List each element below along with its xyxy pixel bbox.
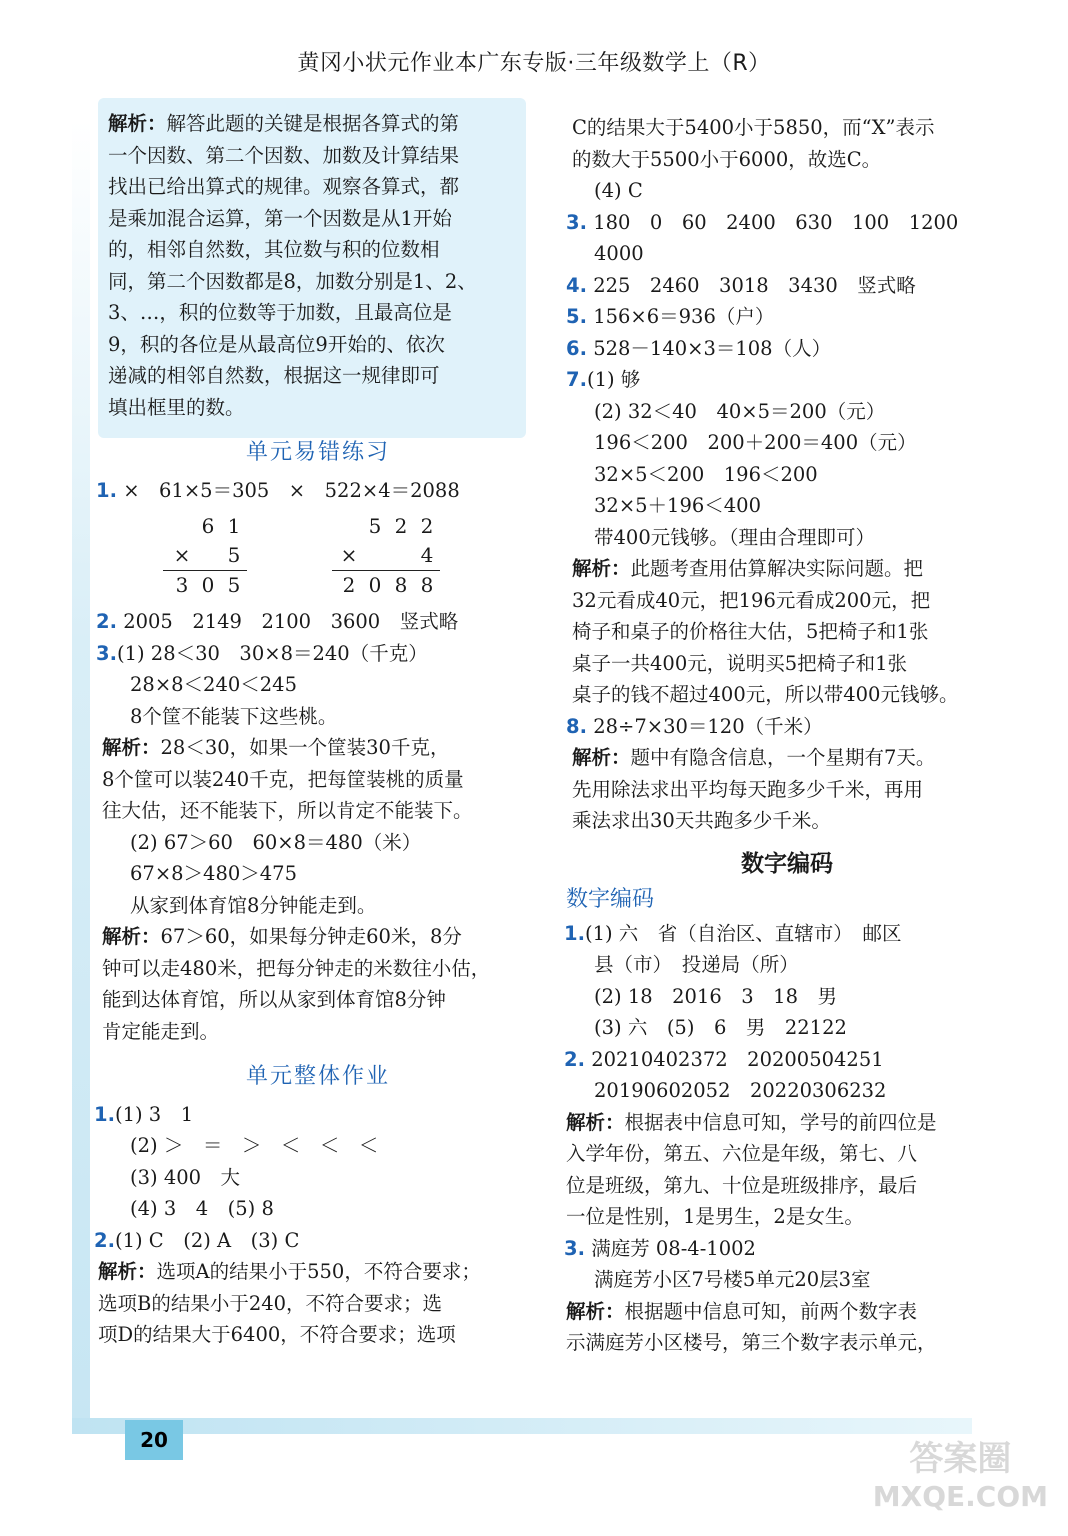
answer-line: (2) 67＞60 60×8＝480（米）	[130, 830, 422, 854]
analysis-line: 解析：题中有隐含信息，一个星期有7天。	[572, 746, 936, 769]
analysis-line: 椅子和桌子的价格往大估，5把椅子和1张	[572, 620, 929, 643]
analysis-line: 9，积的各位是从最高位9开始的、依次	[108, 332, 445, 356]
answer-line: 满庭芳小区7号楼5单元20层3室	[594, 1268, 871, 1291]
answer-line: (4) C	[594, 179, 643, 202]
analysis-line: 的，相邻自然数，其位数与积的位数相	[108, 238, 440, 261]
analysis-line: 项D的结果大于6400，不符合要求；选项	[98, 1323, 456, 1346]
vertical-calcs	[163, 512, 528, 600]
answer-line: 196＜200 200＋200＝400（元）	[594, 431, 917, 454]
answer-1: 1.(1) 3 1	[94, 1102, 194, 1126]
answer-2: 2. 2005 2149 2100 3600 竖式略	[96, 610, 459, 633]
answer-line: 32×5＜200 196＜200	[594, 462, 818, 486]
analysis-line: 示满庭芳小区楼号，第三个数字表示单元，	[566, 1331, 937, 1354]
analysis-line: 桌子的钱不超过400元，所以带400元钱够。	[572, 683, 959, 706]
analysis-line: 肯定能走到。	[102, 1019, 220, 1043]
left-column	[94, 108, 528, 1351]
analysis-line: 往大估，还不能装下，所以肯定不能装下。	[102, 799, 473, 822]
vertical-calc-2: 5 2 2 × 4 2 0 8 8	[332, 512, 440, 600]
analysis-line: 32元看成40元，把196元看成200元，把	[572, 588, 931, 612]
answer-3: 3. 180 0 60 2400 630 100 1200	[566, 210, 959, 234]
answer-line: (2) ＞ ＝ ＞ ＜ ＜ ＜	[130, 1134, 379, 1157]
analysis-line: 解析：28＜30，如果一个筐装30千克，	[102, 736, 450, 759]
answer-line: 带400元钱够。（理由合理即可）	[594, 525, 875, 549]
analysis-line: 乘法求出30天共跑多少千米。	[572, 809, 831, 832]
answer-line: (3) 六 (5) 6 男 22122	[594, 1016, 847, 1039]
answer-line: 县（市） 投递局（所）	[594, 953, 799, 976]
answer-3: 3. 满庭芳 08-4-1002	[564, 1236, 756, 1260]
answer-line: 从家到体育馆8分钟能走到。	[130, 893, 377, 917]
analysis-line: 填出框里的数。	[108, 395, 245, 419]
analysis-line: 钟可以走480米，把每分钟走的米数往小估，	[102, 956, 491, 980]
analysis-line: 递减的相邻自然数，根据这一规律即可	[108, 364, 440, 387]
analysis-line: 3、…，积的位数等于加数，且最高位是	[108, 301, 452, 324]
answer-line: (2) 18 2016 3 18 男	[594, 984, 837, 1008]
page-number: 20	[125, 1420, 183, 1460]
section-title-number-coding: 数字编码	[566, 887, 655, 912]
analysis-line: 先用除法求出平均每天跑多少千米，再用	[572, 777, 924, 801]
answer-1: 1. × 61×5＝305 × 522×4＝2088	[96, 478, 460, 502]
answer-line: 67×8＞480＞475	[130, 862, 297, 885]
analysis-line: 8个筐可以装240千克，把每筐装桃的质量	[102, 767, 464, 791]
analysis-line: 解析：此题考查用估算解决实际问题。把	[572, 557, 924, 580]
answer-line: 的数大于5500小于6000，故选C。	[572, 147, 882, 171]
answer-2: 2. 20210402372 20200504251	[564, 1047, 884, 1071]
section-title-error-practice: 单元易错练习	[245, 440, 390, 465]
answer-4: 4. 225 2460 3018 3430 竖式略	[566, 273, 916, 297]
page-header: 黄冈小状元作业本广东专版·三年级数学上（R）	[297, 51, 771, 76]
answer-line: 28×8＜240＜245	[130, 673, 297, 696]
analysis-line: 选项B的结果小于240，不符合要求；选	[98, 1291, 443, 1315]
analysis-line: 一个因数、第二个因数、加数及计算结果	[108, 143, 460, 167]
answer-5: 5. 156×6＝936（户）	[566, 305, 775, 328]
analysis-line: 解析：根据表中信息可知，学号的前四位是	[566, 1110, 937, 1134]
answer-line: (2) 32＜40 40×5＝200（元）	[594, 399, 886, 423]
answer-line: 8个筐不能装下这些桃。	[130, 704, 338, 728]
analysis-line: 是乘加混合运算，第一个因数是从1开始	[108, 206, 452, 230]
analysis-line: 解析：根据题中信息可知，前两个数字表	[566, 1299, 918, 1323]
analysis-line: 同，第二个因数都是8，加数分别是1、2、	[108, 269, 477, 293]
chapter-title: 数字编码	[741, 850, 833, 877]
analysis-line: 桌子一共400元，说明买5把椅子和1张	[572, 651, 908, 675]
answer-7: 7.(1) 够	[566, 368, 641, 391]
bottom-decoration	[72, 1418, 972, 1434]
answer-line: 4000	[594, 242, 644, 265]
analysis-line: 位是班级，第九、十位是班级排序，最后	[566, 1173, 918, 1197]
section-title-unit-homework: 单元整体作业	[245, 1064, 390, 1089]
analysis-line: 找出已给出算式的规律。观察各算式，都	[108, 175, 460, 198]
right-column	[564, 112, 1002, 1359]
analysis-line: 解析：67＞60，如果每分钟走60米，8分	[102, 925, 462, 948]
answer-6: 6. 528－140×3＝108（人）	[566, 336, 832, 360]
answer-8: 8. 28÷7×30＝120（千米）	[566, 714, 823, 738]
analysis-line: 入学年份，第五、六位是年级，第七、八	[566, 1142, 918, 1165]
watermark: 答案圈 MXQE.COM	[872, 1439, 1048, 1513]
answer-line: (4) 3 4 (5) 8	[130, 1197, 274, 1220]
analysis-line: 一位是性别，1是男生，2是女生。	[566, 1205, 864, 1228]
answer-line: (3) 400 大	[130, 1165, 241, 1189]
answer-1: 1.(1) 六 省（自治区、直辖市） 邮区	[564, 921, 902, 945]
answer-2: 2.(1) C (2) A (3) C	[94, 1228, 300, 1252]
answer-3: 3.(1) 28＜30 30×8＝240（千克）	[96, 641, 428, 665]
answer-line: 32×5＋196＜400	[594, 494, 761, 517]
analysis-line: 能到达体育馆，所以从家到体育馆8分钟	[102, 988, 446, 1011]
answer-line: C的结果大于5400小于5850，而“X”表示	[572, 116, 935, 139]
side-decoration	[72, 120, 90, 1420]
answer-line: 20190602052 20220306232	[594, 1079, 887, 1102]
vertical-calc-1: 6 1 × 5 3 0 5	[163, 512, 247, 600]
analysis-line: 解析：选项A的结果小于550，不符合要求；	[98, 1260, 481, 1283]
analysis-line: 解析：解答此题的关键是根据各算式的第	[108, 112, 460, 135]
